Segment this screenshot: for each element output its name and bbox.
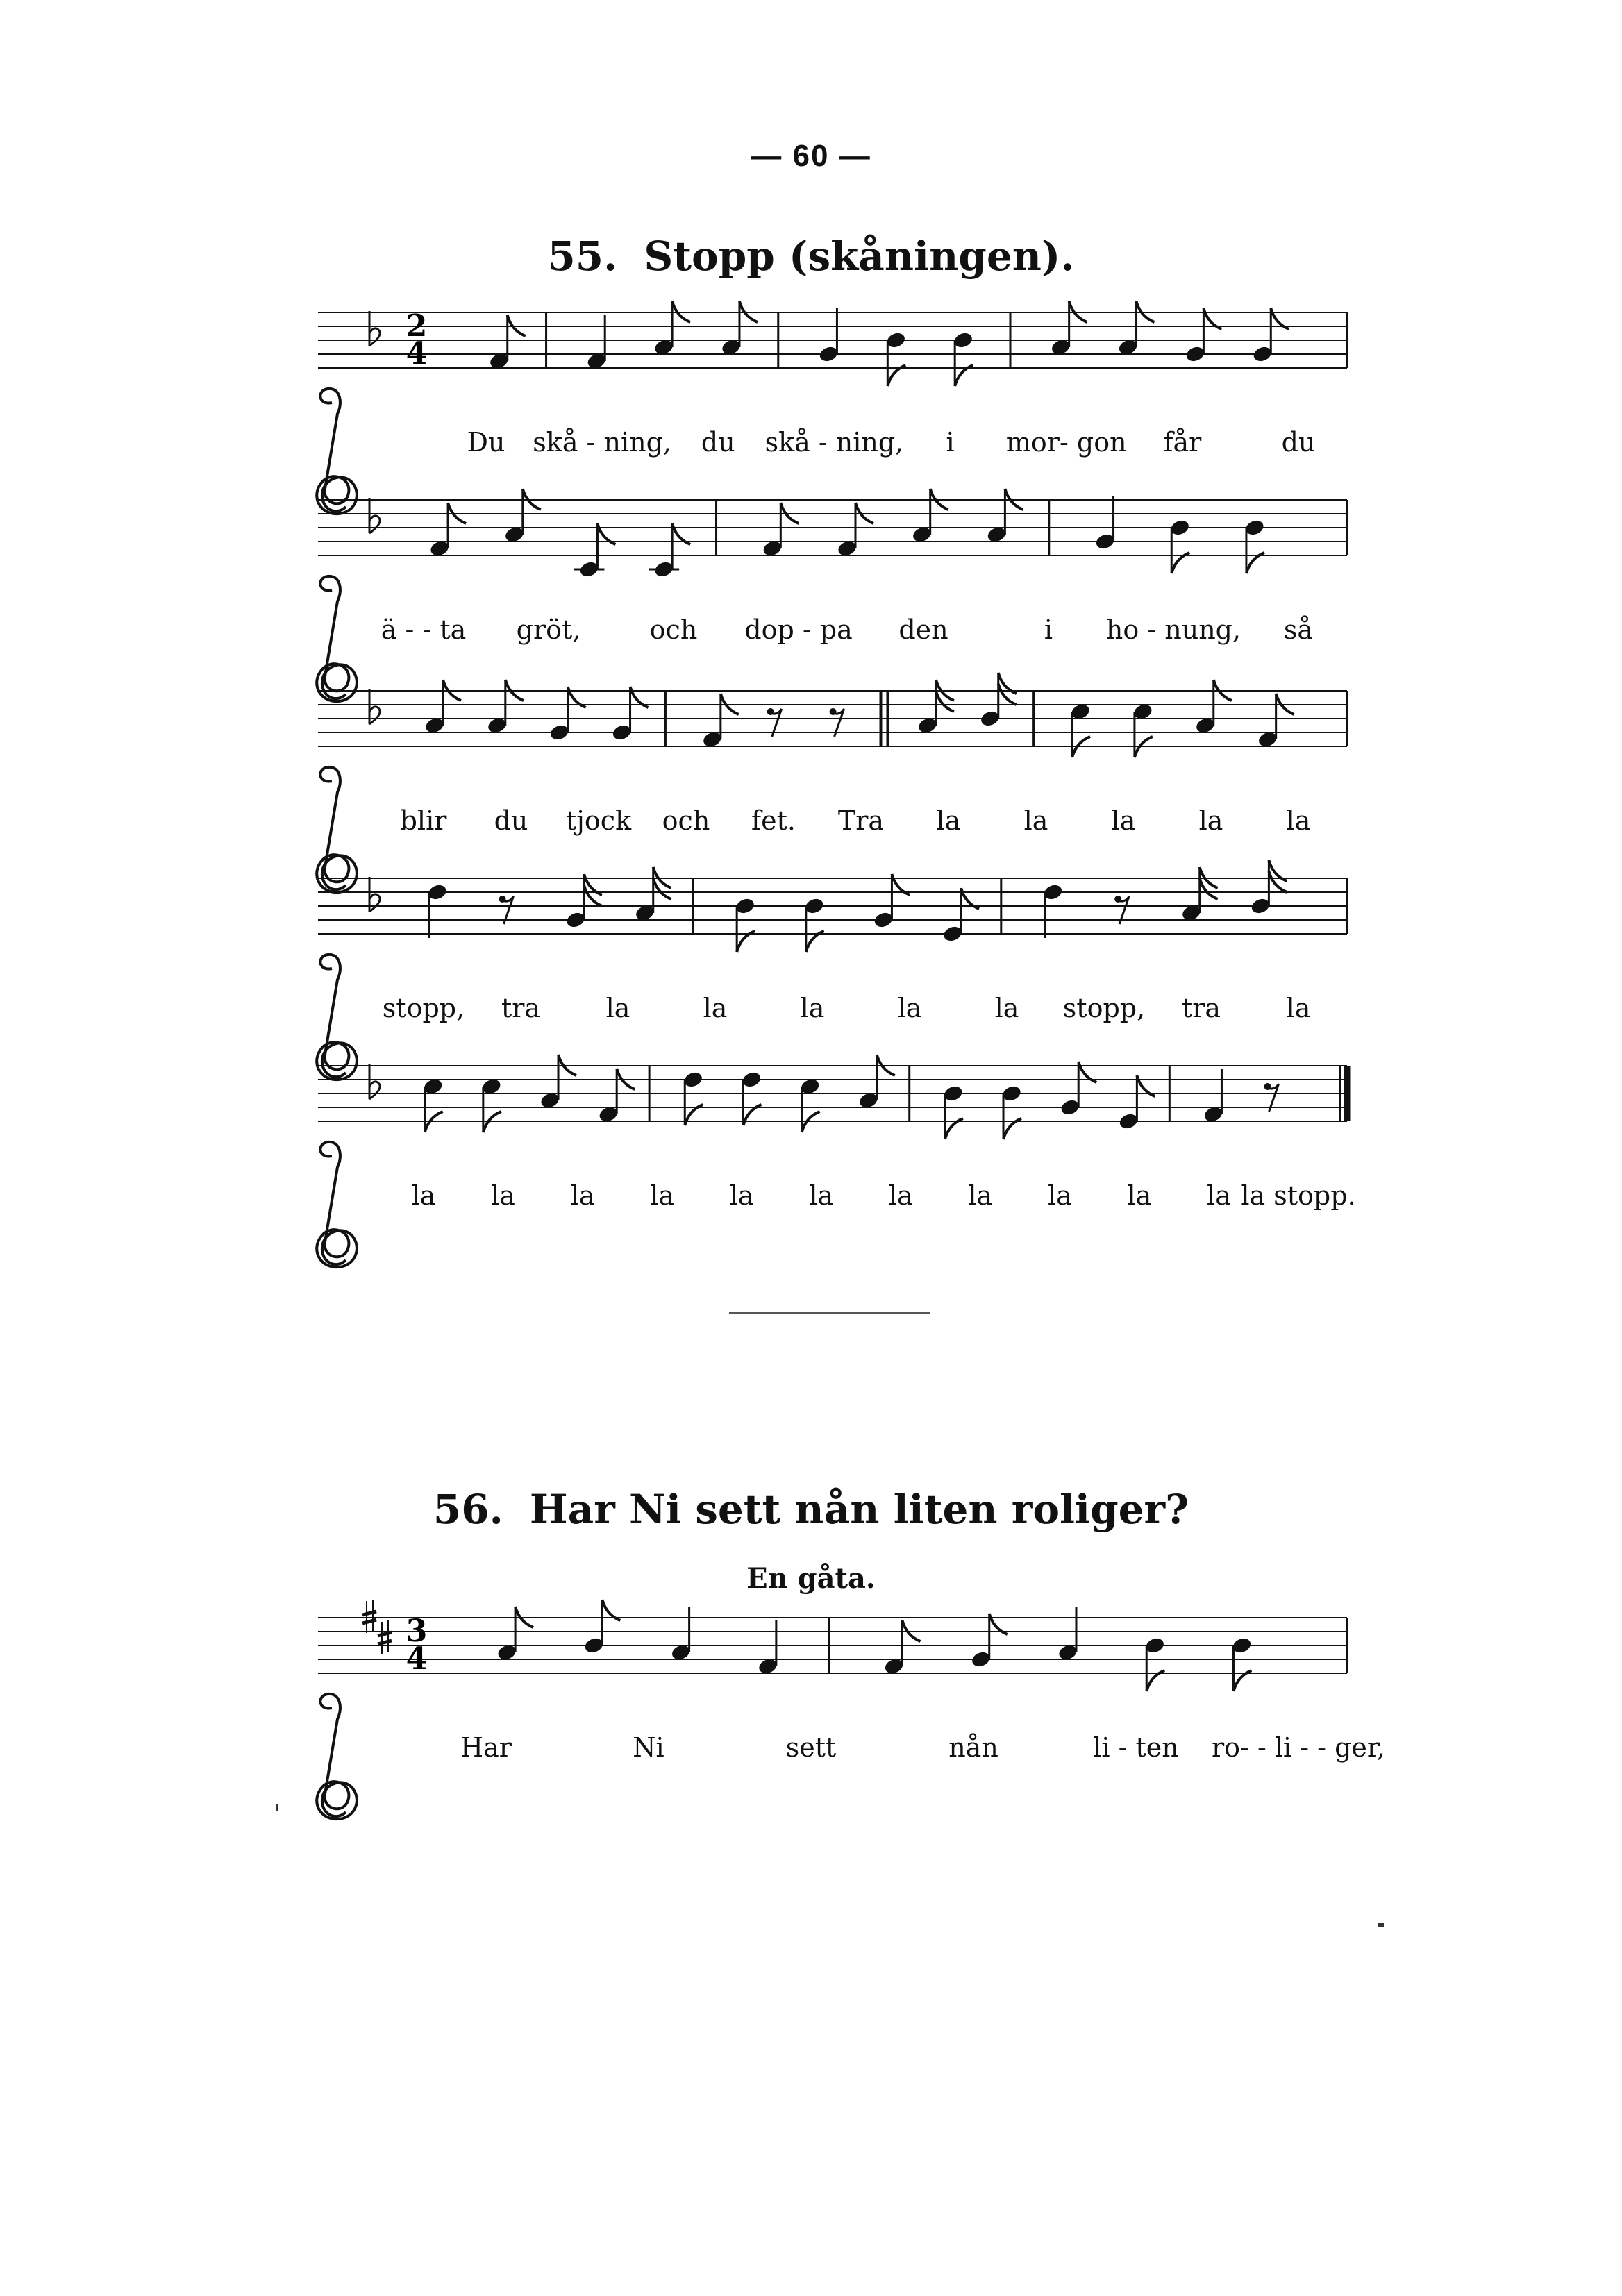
song-subtitle: En gåta. — [746, 1562, 876, 1595]
lyric-syllable: skå - ning, — [764, 427, 904, 458]
lyric-syllable: la stopp. — [1241, 1180, 1356, 1211]
lyric-syllable: la — [897, 993, 922, 1023]
lyric-syllable: la — [1023, 805, 1048, 836]
staff-notation — [306, 878, 1361, 969]
lyric-syllable: den — [898, 614, 948, 645]
note — [549, 687, 586, 742]
staff-system — [306, 1066, 1361, 1246]
lyric-syllable: la — [968, 1180, 993, 1211]
note — [539, 1055, 576, 1110]
lyric-syllable: dop - pa — [744, 614, 853, 645]
lyric-syllable: sett — [785, 1732, 837, 1763]
note — [670, 1607, 692, 1662]
lyric-syllable: la — [994, 993, 1019, 1023]
lyric-syllable: ro- - li - - ger, — [1212, 1732, 1385, 1763]
note — [611, 687, 649, 742]
note — [720, 301, 758, 357]
lyric-syllable: la — [570, 1180, 595, 1211]
staff-system — [306, 1614, 1385, 1798]
note — [1185, 308, 1222, 364]
note — [1069, 702, 1091, 757]
lyric-syllable: tjock — [565, 805, 632, 836]
lyric-syllable: du — [701, 427, 735, 458]
lyric-syllable: ho - nung, — [1105, 614, 1241, 645]
treble-clef-icon — [317, 576, 357, 701]
song-title-55 — [0, 233, 1622, 280]
lyric-syllable: blir — [400, 805, 447, 836]
note — [1144, 1636, 1166, 1691]
staff-notation — [306, 1066, 1361, 1156]
note — [735, 896, 756, 952]
staff-notation — [306, 308, 1361, 403]
lyric-syllable: tra — [1181, 993, 1221, 1023]
note — [836, 503, 873, 558]
staff-system — [306, 500, 1361, 680]
note — [488, 315, 526, 371]
time-signature-bottom: 4 — [406, 336, 428, 371]
note — [598, 1069, 635, 1124]
staff-notation — [306, 500, 1361, 590]
page-number: — 60 — — [751, 139, 871, 173]
note — [942, 1084, 964, 1139]
treble-clef-icon — [317, 955, 357, 1080]
note — [1118, 1075, 1155, 1131]
note — [428, 503, 466, 558]
section-divider — [729, 1312, 930, 1314]
song-number: 55. — [547, 233, 618, 280]
lyric-syllable: li - ten — [1093, 1732, 1179, 1763]
note — [480, 1077, 502, 1132]
lyric-syllable: Tra — [837, 805, 885, 836]
treble-clef-icon — [317, 767, 357, 892]
staff-system — [306, 691, 1361, 871]
lyric-syllable: la — [491, 1180, 515, 1211]
note — [649, 523, 690, 579]
note — [799, 1077, 821, 1132]
lyric-syllable: la — [1047, 1180, 1072, 1211]
lyric-syllable: i — [946, 427, 955, 458]
note — [424, 680, 461, 735]
note — [873, 874, 910, 930]
note — [426, 882, 448, 938]
note — [762, 503, 799, 558]
lyric-syllable: så — [1283, 614, 1314, 645]
time-signature-bottom: 4 — [406, 1641, 428, 1677]
lyric-syllable: la — [888, 1180, 913, 1211]
lyric-syllable: la — [729, 1180, 754, 1211]
staff-notation — [306, 691, 1361, 781]
note — [917, 680, 954, 735]
lyric-syllable: la — [1286, 993, 1311, 1023]
lyric-syllable: la — [1111, 805, 1136, 836]
lyric-syllable: Ni — [633, 1732, 664, 1763]
lyric-syllable: Du — [467, 427, 505, 458]
note — [1169, 518, 1191, 573]
lyric-syllable: får — [1163, 427, 1202, 458]
lyric-syllable: la — [936, 805, 961, 836]
time-signature-top: 2 — [406, 308, 428, 344]
note — [1257, 694, 1294, 749]
note — [586, 315, 608, 371]
time-signature-top: 3 — [406, 1614, 428, 1649]
note — [942, 888, 979, 944]
lyric-syllable: la — [703, 993, 728, 1023]
note — [1244, 518, 1265, 573]
note — [583, 1600, 621, 1655]
note — [503, 489, 541, 544]
print-speck — [1378, 1923, 1384, 1927]
lyric-syllable: la — [800, 993, 825, 1023]
song-title-text: Stopp (skåningen). — [644, 233, 1075, 280]
staff-lines — [318, 691, 1347, 746]
treble-clef-icon — [317, 1142, 357, 1267]
lyric-syllable: stopp, — [1062, 993, 1146, 1023]
note — [883, 1620, 921, 1676]
staff-system — [306, 878, 1361, 1059]
lyric-syllable: Har — [460, 1732, 512, 1763]
staff-lines — [318, 500, 1347, 555]
note — [1132, 702, 1153, 757]
lyric-syllable: la — [1286, 805, 1311, 836]
note — [1057, 1607, 1078, 1662]
lyric-syllable: la — [605, 993, 630, 1023]
note — [1094, 496, 1116, 551]
note — [818, 308, 839, 364]
treble-clef-icon — [317, 1694, 357, 1819]
staff-system — [306, 308, 1361, 493]
note — [574, 523, 615, 579]
lyric-syllable: stopp, — [382, 993, 465, 1023]
note — [1060, 1062, 1097, 1117]
note — [970, 1614, 1008, 1669]
note — [634, 867, 671, 923]
note — [1001, 1084, 1022, 1139]
note — [1042, 882, 1064, 938]
treble-clef-icon — [317, 389, 357, 514]
lyric-syllable: la — [1127, 1180, 1152, 1211]
song-title-text: Har Ni sett nån liten roliger? — [529, 1486, 1189, 1533]
lyric-syllable: och — [649, 614, 698, 645]
note — [986, 489, 1023, 544]
lyric-syllable: i — [1044, 614, 1053, 645]
lyric-syllable: la — [809, 1180, 834, 1211]
note — [953, 330, 974, 386]
song-number: 56. — [433, 1486, 503, 1533]
note — [486, 680, 524, 735]
lyric-syllable: gröt, — [516, 614, 581, 645]
staff-lines — [318, 1618, 1347, 1673]
note — [683, 1070, 704, 1125]
note — [1203, 1069, 1224, 1124]
lyric-syllable: du — [494, 805, 528, 836]
lyric-syllable: la — [650, 1180, 675, 1211]
lyric-syllable: och — [662, 805, 710, 836]
lyric-syllable: la — [411, 1180, 436, 1211]
lyric-syllable: mor- gon — [1005, 427, 1127, 458]
note — [911, 489, 948, 544]
lyric-syllable: du — [1281, 427, 1316, 458]
lyric-syllable: fet. — [751, 805, 796, 836]
lyric-syllable: ä - - ta — [381, 614, 467, 645]
lyric-syllable: tra — [501, 993, 541, 1023]
staff-lines — [318, 1066, 1347, 1121]
lyric-syllable: skå - ning, — [533, 427, 671, 458]
note — [701, 694, 739, 749]
note — [1252, 308, 1289, 364]
note — [1180, 867, 1218, 923]
note — [1194, 680, 1232, 735]
lyric-syllable: la — [1207, 1180, 1231, 1211]
note — [858, 1055, 895, 1110]
staff-notation — [306, 1614, 1361, 1708]
print-speck — [276, 1804, 278, 1811]
note — [565, 874, 602, 930]
note — [979, 673, 1017, 728]
note — [885, 330, 907, 386]
lyric-syllable: nån — [948, 1732, 998, 1763]
note — [1231, 1636, 1253, 1691]
note — [422, 1077, 444, 1132]
note — [803, 896, 825, 952]
song-title-56 — [0, 1486, 1622, 1533]
note — [496, 1607, 533, 1662]
note — [757, 1620, 778, 1676]
note — [741, 1070, 762, 1125]
note — [1050, 301, 1087, 357]
note — [1117, 301, 1155, 357]
lyric-syllable: la — [1198, 805, 1223, 836]
note — [653, 301, 690, 357]
